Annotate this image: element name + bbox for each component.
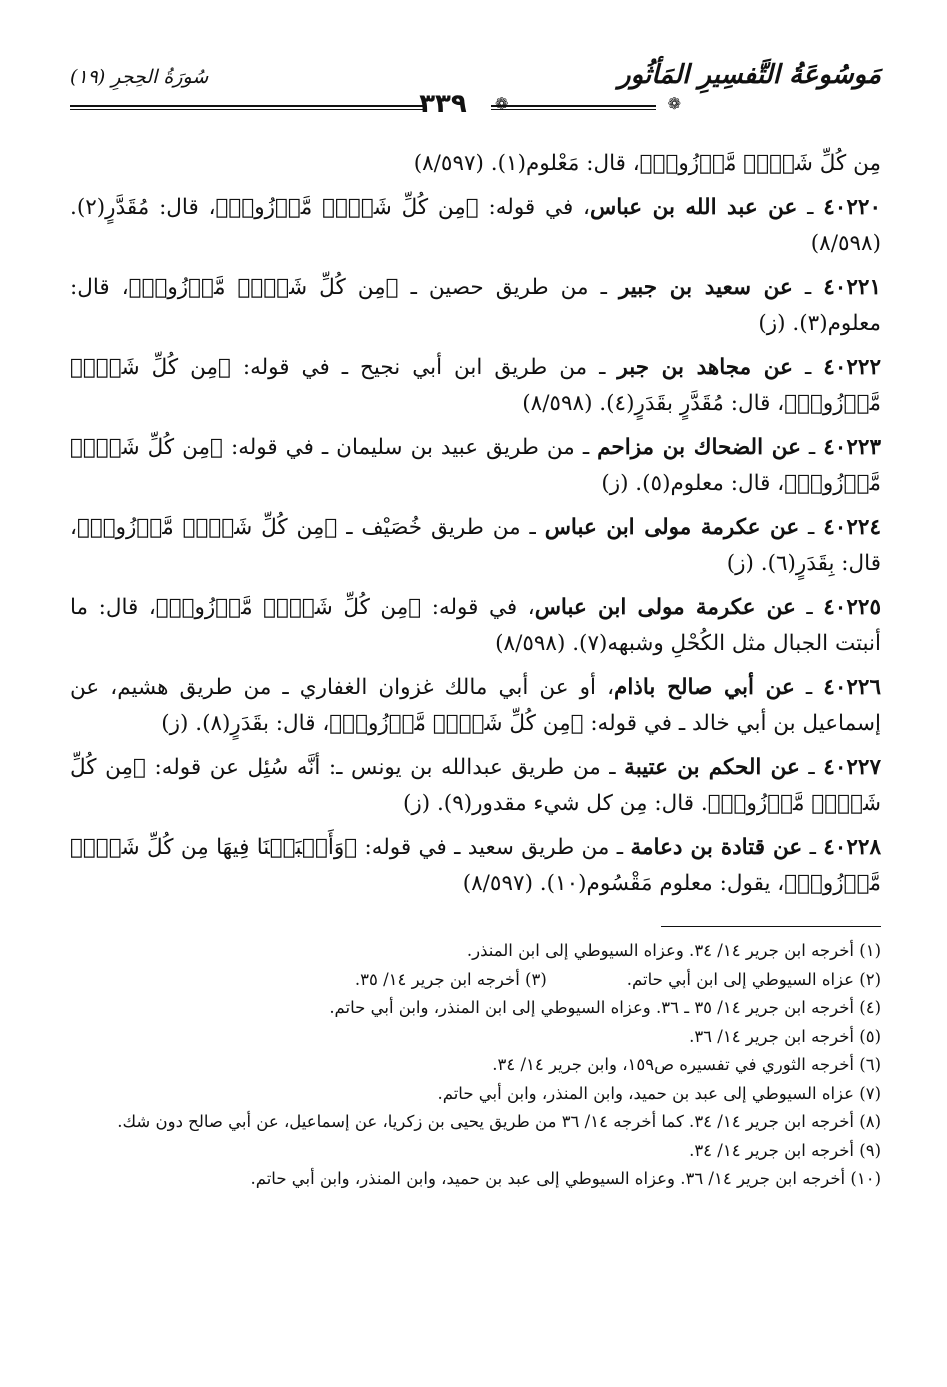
entry: ٤٠٢٢٤ ـ عن عكرمة مولى ابن عباس ـ من طريق خُصَيْف ـ ﴿مِن كُلِّ شَىۡءٖ مَّوۡزُونٖ﴾، قال: بِقَدَرٍ(٦). (ز) (70, 515, 881, 576)
entry-number: ٤٠٢٢١ (823, 275, 881, 300)
entry-number: ٤٠٢٢٢ (823, 355, 882, 380)
ornament-left-icon: ❁ (495, 94, 509, 113)
entry-narrator: عن الحكم بن عتيبة (624, 755, 800, 780)
entry-number: ٤٠٢٢٨ (823, 835, 881, 860)
main-text (70, 146, 881, 902)
rule-line-left (70, 105, 426, 110)
footnote: (١٠) أخرجه ابن جرير ١٤/ ٣٦. وعزاه السيوطي إلى عبد بن حميد، وابن المنذر، وابن أبي حاتم. (250, 1169, 881, 1188)
entry-number: ٤٠٢٢٣ (823, 435, 881, 460)
rule-line-right (491, 105, 656, 110)
footnote: (١) أخرجه ابن جرير ١٤/ ٣٤. وعزاه السيوطي إلى ابن المنذر. (466, 941, 881, 960)
surah-title: سُورَةُ الحِجرِ (١٩) (70, 66, 209, 88)
footnote-row (70, 966, 881, 995)
entry-narrator: عن أبي صالح باذام (614, 675, 795, 700)
footnote: (٩) أخرجه ابن جرير ١٤/ ٣٤. (689, 1140, 881, 1160)
intro-text: مِن كُلِّ شَىۡءٖ مَّوۡزُونٖ﴾، قال: مَعْلوم(١). (٨/٥٩٧) (413, 151, 881, 176)
entry: ٤٠٢٢٧ ـ عن الحكم بن عتيبة ـ من طريق عبدالله بن يونس ـ: أنَّه سُئِل عن قوله: ﴿مِن كُلِّ شَىۡءٖ مَّوۡزُونٖ﴾. قال: مِن كل شيء مقدور(٩). (ز) (70, 755, 882, 816)
entry-number: ٤٠٢٢٦ (823, 675, 882, 700)
entry-narrator: عن قتادة بن دعامة (630, 835, 803, 860)
entry: ٤٠٢٢١ ـ عن سعيد بن جبير ـ من طريق حصين ـ ﴿مِن كُلِّ شَىۡءٖ مَّوۡزُونٖ﴾، قال: معلوم(٣). (ز) (70, 275, 881, 336)
entry-text: ـ من طريق عبيد بن سليمان ـ في قوله: ﴿مِن كُلِّ شَىۡءٖ مَّوۡزُونٖ﴾، قال: معلوم(٥). (ز) (70, 435, 881, 496)
book-title: مَوسُوعَةُ التَّفسِيرِ المَأثُور (618, 60, 881, 90)
entry: ٤٠٢٢٨ ـ عن قتادة بن دعامة ـ من طريق سعيد ـ في قوله: ﴿وَأَنۢبَتۡنَا فِيهَا مِن كُلِّ شَىۡءٖ مَّوۡزُونٖ﴾، يقول: معلوم مَقْسُوم(١٠). (٨/٥٩٧) (70, 835, 881, 896)
entry-narrator: عن عكرمة مولى ابن عباس (544, 515, 800, 540)
entry-text: ، أو عن أبي مالك غزوان الغفاري ـ من طريق هشيم، عن إسماعيل بن أبي خالد ـ في قوله: ﴿مِن كُلِّ شَىۡءٖ مَّوۡزُونٖ﴾، قال: بقَدَرٍ(٨). (ز) (70, 675, 881, 736)
entry-text: ـ من طريق عبدالله بن يونس ـ: أنَّه سُئِل عن قوله: ﴿مِن كُلِّ شَىۡءٖ مَّوۡزُونٖ﴾. قال: مِن كل شيء مقدور(٩). (ز) (70, 755, 881, 816)
footnote: (٥) أخرجه ابن جرير ١٤/ ٣٦. (689, 1026, 881, 1046)
entry-number: ٤٠٢٢٤ (823, 515, 881, 540)
footnote: (٨) أخرجه ابن جرير ١٤/ ٣٤. كما أخرجه ١٤/ ٣٦ من طريق يحيى بن زكريا، عن إسماعيل، عن أبي صالح دون شك. (117, 1112, 881, 1131)
entry-narrator: عن عكرمة مولى ابن عباس (534, 595, 796, 620)
footnote: (٧) عزاه السيوطي إلى عبد بن حميد، وابن المنذر، وابن أبي حاتم. (437, 1083, 881, 1103)
intro-line (70, 146, 881, 182)
page-number: ٣٣٩ (419, 89, 467, 119)
page-header (70, 58, 881, 119)
footnote: (٦) أخرجه الثوري في تفسيره ص١٥٩، وابن جرير ١٤/ ٣٤. (492, 1055, 881, 1074)
entry-text: ، في قوله: ﴿مِن كُلِّ شَىۡءٖ مَّوۡزُونٖ﴾، قال: ما أنبتت الجبال مثل الكُحْلِ وشبهه(٧). (٨/٥٩٨) (70, 595, 881, 656)
footnotes (70, 937, 881, 1194)
entry-number: ٤٠٢٢٠ (823, 195, 881, 220)
entry-narrator: عن سعيد بن جبير (618, 275, 793, 300)
entry-number: ٤٠٢٢٥ (823, 595, 881, 620)
entry-narrator: عن عبد الله بن عباس (590, 195, 798, 220)
entry: ٤٠٢٢٥ ـ عن عكرمة مولى ابن عباس، في قوله: ﴿مِن كُلِّ شَىۡءٖ مَّوۡزُونٖ﴾، قال: ما أنبتت الجبال مثل الكُحْلِ وشبهه(٧). (٨/٥٩٨) (70, 595, 881, 656)
entry-text: ـ من طريق خُصَيْف ـ ﴿مِن كُلِّ شَىۡءٖ مَّوۡزُونٖ﴾، قال: بِقَدَرٍ(٦). (ز) (70, 515, 881, 576)
entry-narrator: عن الضحاك بن مزاحم (597, 435, 801, 460)
entry-text: ـ من طريق سعيد ـ في قوله: ﴿وَأَنۢبَتۡنَا فِيهَا مِن كُلِّ شَىۡءٖ مَّوۡزُونٖ﴾، يقول: معلوم مَقْسُوم(١٠). (٨/٥٩٧) (70, 835, 881, 896)
entry: ٤٠٢٢٦ ـ عن أبي صالح باذام، أو عن أبي مالك غزوان الغفاري ـ من طريق هشيم، عن إسماعيل بن أبي خالد ـ في قوله: ﴿مِن كُلِّ شَىۡءٖ مَّوۡزُونٖ﴾، قال: بقَدَرٍ(٨). (ز) (70, 675, 882, 736)
footnote-separator (661, 926, 881, 927)
footnote: (٣) أخرجه ابن جرير ١٤/ ٣٥. (354, 969, 547, 989)
ornament-right-icon: ❁ (667, 94, 681, 113)
entry-narrator: عن مجاهد بن جبر (617, 355, 793, 380)
entry: ٤٠٢٢٢ ـ عن مجاهد بن جبر ـ من طريق ابن أبي نجيح ـ في قوله: ﴿مِن كُلِّ شَىۡءٖ مَّوۡزُونٖ﴾، قال: مُقَدَّرٍ بقَدَرٍ(٤). (٨/٥٩٨) (70, 355, 882, 416)
entry: ٤٠٢٢٣ ـ عن الضحاك بن مزاحم ـ من طريق عبيد بن سليمان ـ في قوله: ﴿مِن كُلِّ شَىۡءٖ مَّوۡزُونٖ﴾، قال: معلوم(٥). (ز) (70, 435, 881, 496)
entry: ٤٠٢٢٠ ـ عن عبد الله بن عباس، في قوله: ﴿مِن كُلِّ شَىۡءٖ مَّوۡزُونٖ﴾، قال: مُقَدَّرٍ(٢). (٨/٥٩٨) (70, 195, 881, 256)
footnote: (٤) أخرجه ابن جرير ١٤/ ٣٥ ـ ٣٦. وعزاه السيوطي إلى ابن المنذر، وابن أبي حاتم. (329, 998, 881, 1017)
entry-text: ـ من طريق ابن أبي نجيح ـ في قوله: ﴿مِن كُلِّ شَىۡءٖ مَّوۡزُونٖ﴾، قال: مُقَدَّرٍ بقَدَرٍ(٤). (٨/٥٩٨) (70, 355, 881, 416)
entry-text: ، في قوله: ﴿مِن كُلِّ شَىۡءٖ مَّوۡزُونٖ﴾، قال: مُقَدَّرٍ(٢). (٨/٥٩٨) (70, 195, 881, 256)
entry-number: ٤٠٢٢٧ (823, 755, 882, 780)
footnote: (٢) عزاه السيوطي إلى ابن أبي حاتم. (626, 969, 881, 989)
entry-text: ـ من طريق حصين ـ ﴿مِن كُلِّ شَىۡءٖ مَّوۡزُونٖ﴾، قال: معلوم(٣). (ز) (70, 275, 881, 336)
